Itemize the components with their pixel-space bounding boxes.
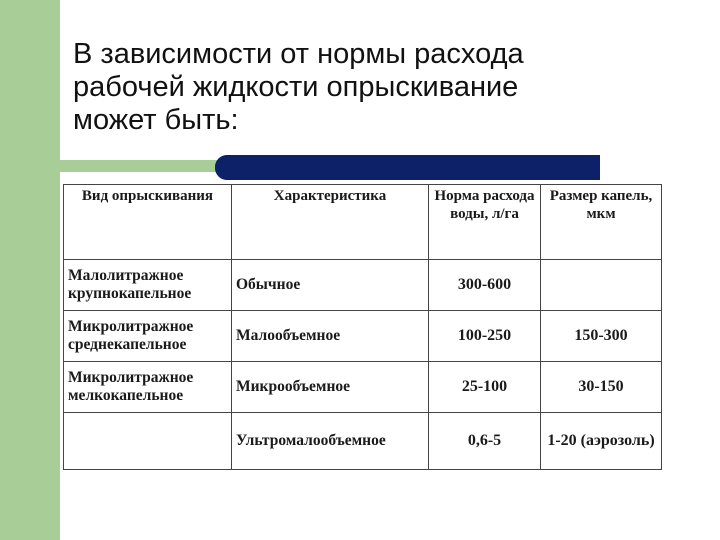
cell-water-rate: 100-250	[429, 311, 541, 362]
header-water-rate: Норма расхода воды, л/га	[429, 185, 541, 260]
title-line-2: рабочей жидкости опрыскивание	[73, 71, 519, 103]
title-line-3: может быть:	[73, 104, 239, 136]
cell-spray-type: Микролитражное мелкокапельное	[64, 362, 232, 413]
table-row	[64, 362, 662, 413]
cell-water-rate: 0,6-5	[429, 413, 541, 470]
decor-navy-bar-cap	[215, 155, 241, 180]
table-row	[64, 413, 662, 470]
table-row	[64, 311, 662, 362]
decor-navy-bar	[215, 155, 600, 180]
cell-characteristic: Обычное	[232, 260, 429, 311]
title-line-1: В зависимости от нормы расхода	[73, 38, 524, 70]
cell-characteristic: Ультромалообъемное	[232, 413, 429, 470]
header-spray-type: Вид опрыскивания	[64, 185, 232, 260]
cell-spray-type: Малолитражное крупнокапельное	[64, 260, 232, 311]
header-drop-size: Размер капель, мкм	[541, 185, 662, 260]
table-header-row	[64, 185, 662, 260]
decor-green-strip	[0, 0, 60, 540]
cell-drop-size	[541, 260, 662, 311]
cell-drop-size: 1-20 (аэрозоль)	[541, 413, 662, 470]
cell-spray-type: Микролитражное среднекапельное	[64, 311, 232, 362]
cell-drop-size: 30-150	[541, 362, 662, 413]
cell-water-rate: 300-600	[429, 260, 541, 311]
header-characteristic: Характеристика	[232, 185, 429, 260]
cell-drop-size: 150-300	[541, 311, 662, 362]
cell-water-rate: 25-100	[429, 362, 541, 413]
slide-title	[73, 38, 673, 137]
cell-characteristic: Малообъемное	[232, 311, 429, 362]
table-row	[64, 260, 662, 311]
cell-characteristic: Микрообъемное	[232, 362, 429, 413]
cell-spray-type	[64, 413, 232, 470]
spray-types-table	[63, 184, 662, 470]
